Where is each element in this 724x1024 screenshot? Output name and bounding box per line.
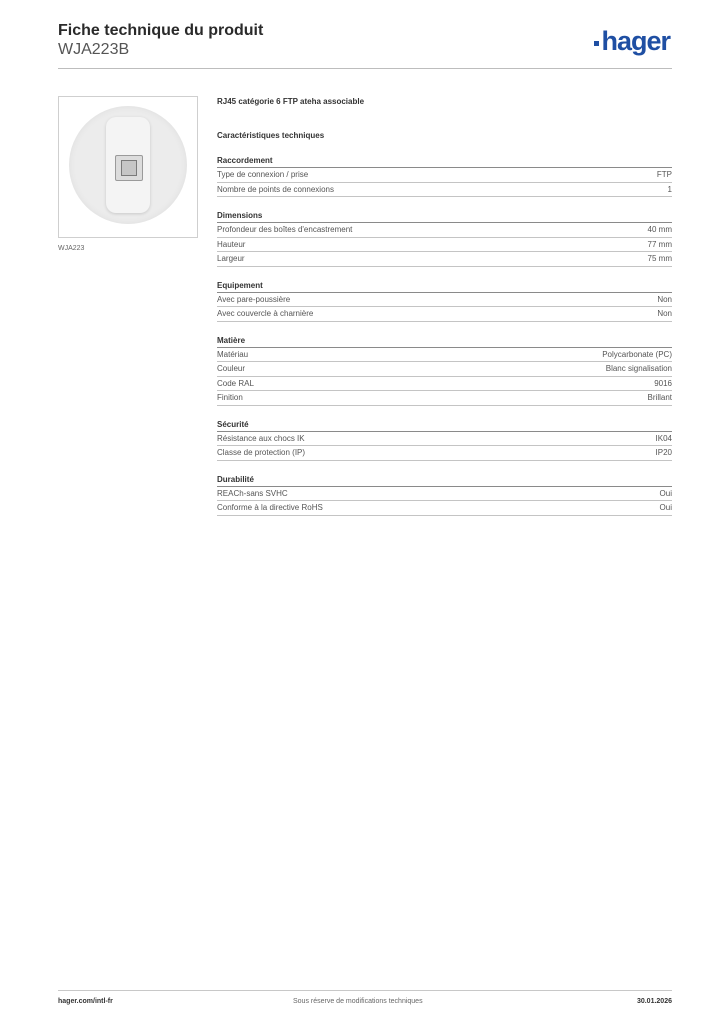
footer-notice: Sous réserve de modifications techniques	[293, 998, 423, 1005]
spec-label: Code RAL	[217, 378, 254, 388]
page-header	[58, 20, 672, 68]
spec-value: 9016	[654, 378, 672, 388]
rj45-jack-icon	[115, 155, 143, 181]
spec-label: Avec couvercle à charnière	[217, 309, 314, 318]
product-name: RJ45 catégorie 6 FTP ateha associable	[217, 97, 365, 106]
spec-row	[217, 238, 672, 253]
spec-sections	[217, 155, 672, 516]
spec-value: 77 mm	[647, 239, 672, 249]
spec-section	[217, 210, 672, 267]
spec-label: Couleur	[217, 364, 246, 373]
section-title: Durabilité	[217, 474, 672, 487]
spec-value: Oui	[659, 488, 672, 498]
spec-section	[217, 419, 672, 461]
spec-value: IK04	[655, 433, 672, 443]
logo-dot-icon	[594, 41, 599, 46]
spec-value: Non	[657, 294, 672, 304]
section-title: Equipement	[217, 280, 672, 293]
spec-row	[217, 223, 672, 238]
section-title: Sécurité	[217, 419, 672, 432]
spec-row	[217, 501, 672, 516]
image-caption: WJA223	[58, 245, 85, 252]
spec-label: Hauteur	[217, 239, 246, 249]
spec-row	[217, 432, 672, 447]
spec-row	[217, 293, 672, 308]
product-reference: WJA223B	[58, 41, 130, 58]
spec-value: Brillant	[647, 393, 672, 402]
logo-text: hager	[601, 26, 670, 56]
spec-value: IP20	[655, 448, 672, 457]
spec-label: Résistance aux chocs IK	[217, 433, 305, 443]
spec-value: Blanc signalisation	[605, 364, 672, 373]
spec-row	[217, 362, 672, 377]
product-image	[58, 96, 198, 238]
spec-row	[217, 487, 672, 502]
spec-label: Avec pare-poussière	[217, 294, 291, 304]
spec-value: Non	[657, 309, 672, 318]
characteristics-title: Caractéristiques techniques	[217, 131, 325, 140]
spec-section	[217, 335, 672, 406]
page-title: Fiche technique du produit	[58, 22, 264, 39]
spec-label: REACh-sans SVHC	[217, 488, 288, 498]
spec-row	[217, 446, 672, 461]
spec-value: 1	[667, 184, 672, 194]
spec-value: Oui	[659, 503, 672, 512]
hager-logo	[594, 28, 670, 55]
spec-section	[217, 155, 672, 197]
socket-module-shape	[106, 117, 150, 213]
spec-section	[217, 474, 672, 516]
spec-row	[217, 252, 672, 267]
spec-section	[217, 280, 672, 322]
round-plate-shape	[69, 106, 187, 224]
spec-row	[217, 168, 672, 183]
spec-row	[217, 348, 672, 363]
spec-label: Classe de protection (IP)	[217, 448, 306, 457]
footer-divider	[58, 990, 672, 991]
spec-label: Type de connexion / prise	[217, 170, 309, 179]
spec-value: 75 mm	[647, 254, 672, 263]
spec-value: FTP	[656, 170, 672, 179]
spec-label: Conforme à la directive RoHS	[217, 503, 323, 512]
spec-row	[217, 391, 672, 406]
spec-label: Matériau	[217, 349, 249, 359]
spec-label: Finition	[217, 393, 243, 402]
product-details	[217, 96, 672, 516]
spec-row	[217, 307, 672, 322]
footer-date: 30.01.2026	[636, 998, 672, 1005]
spec-label: Nombre de points de connexions	[217, 184, 334, 194]
section-title: Matière	[217, 335, 672, 348]
spec-value: 40 mm	[647, 225, 672, 234]
spec-label: Largeur	[217, 254, 245, 263]
footer-website: hager.com/intl-fr	[58, 998, 113, 1005]
spec-value: Polycarbonate (PC)	[602, 349, 672, 359]
header-divider	[58, 68, 672, 69]
section-title: Dimensions	[217, 210, 672, 223]
spec-row	[217, 183, 672, 198]
section-title: Raccordement	[217, 155, 672, 168]
spec-row	[217, 377, 672, 392]
spec-label: Profondeur des boîtes d'encastrement	[217, 225, 353, 234]
